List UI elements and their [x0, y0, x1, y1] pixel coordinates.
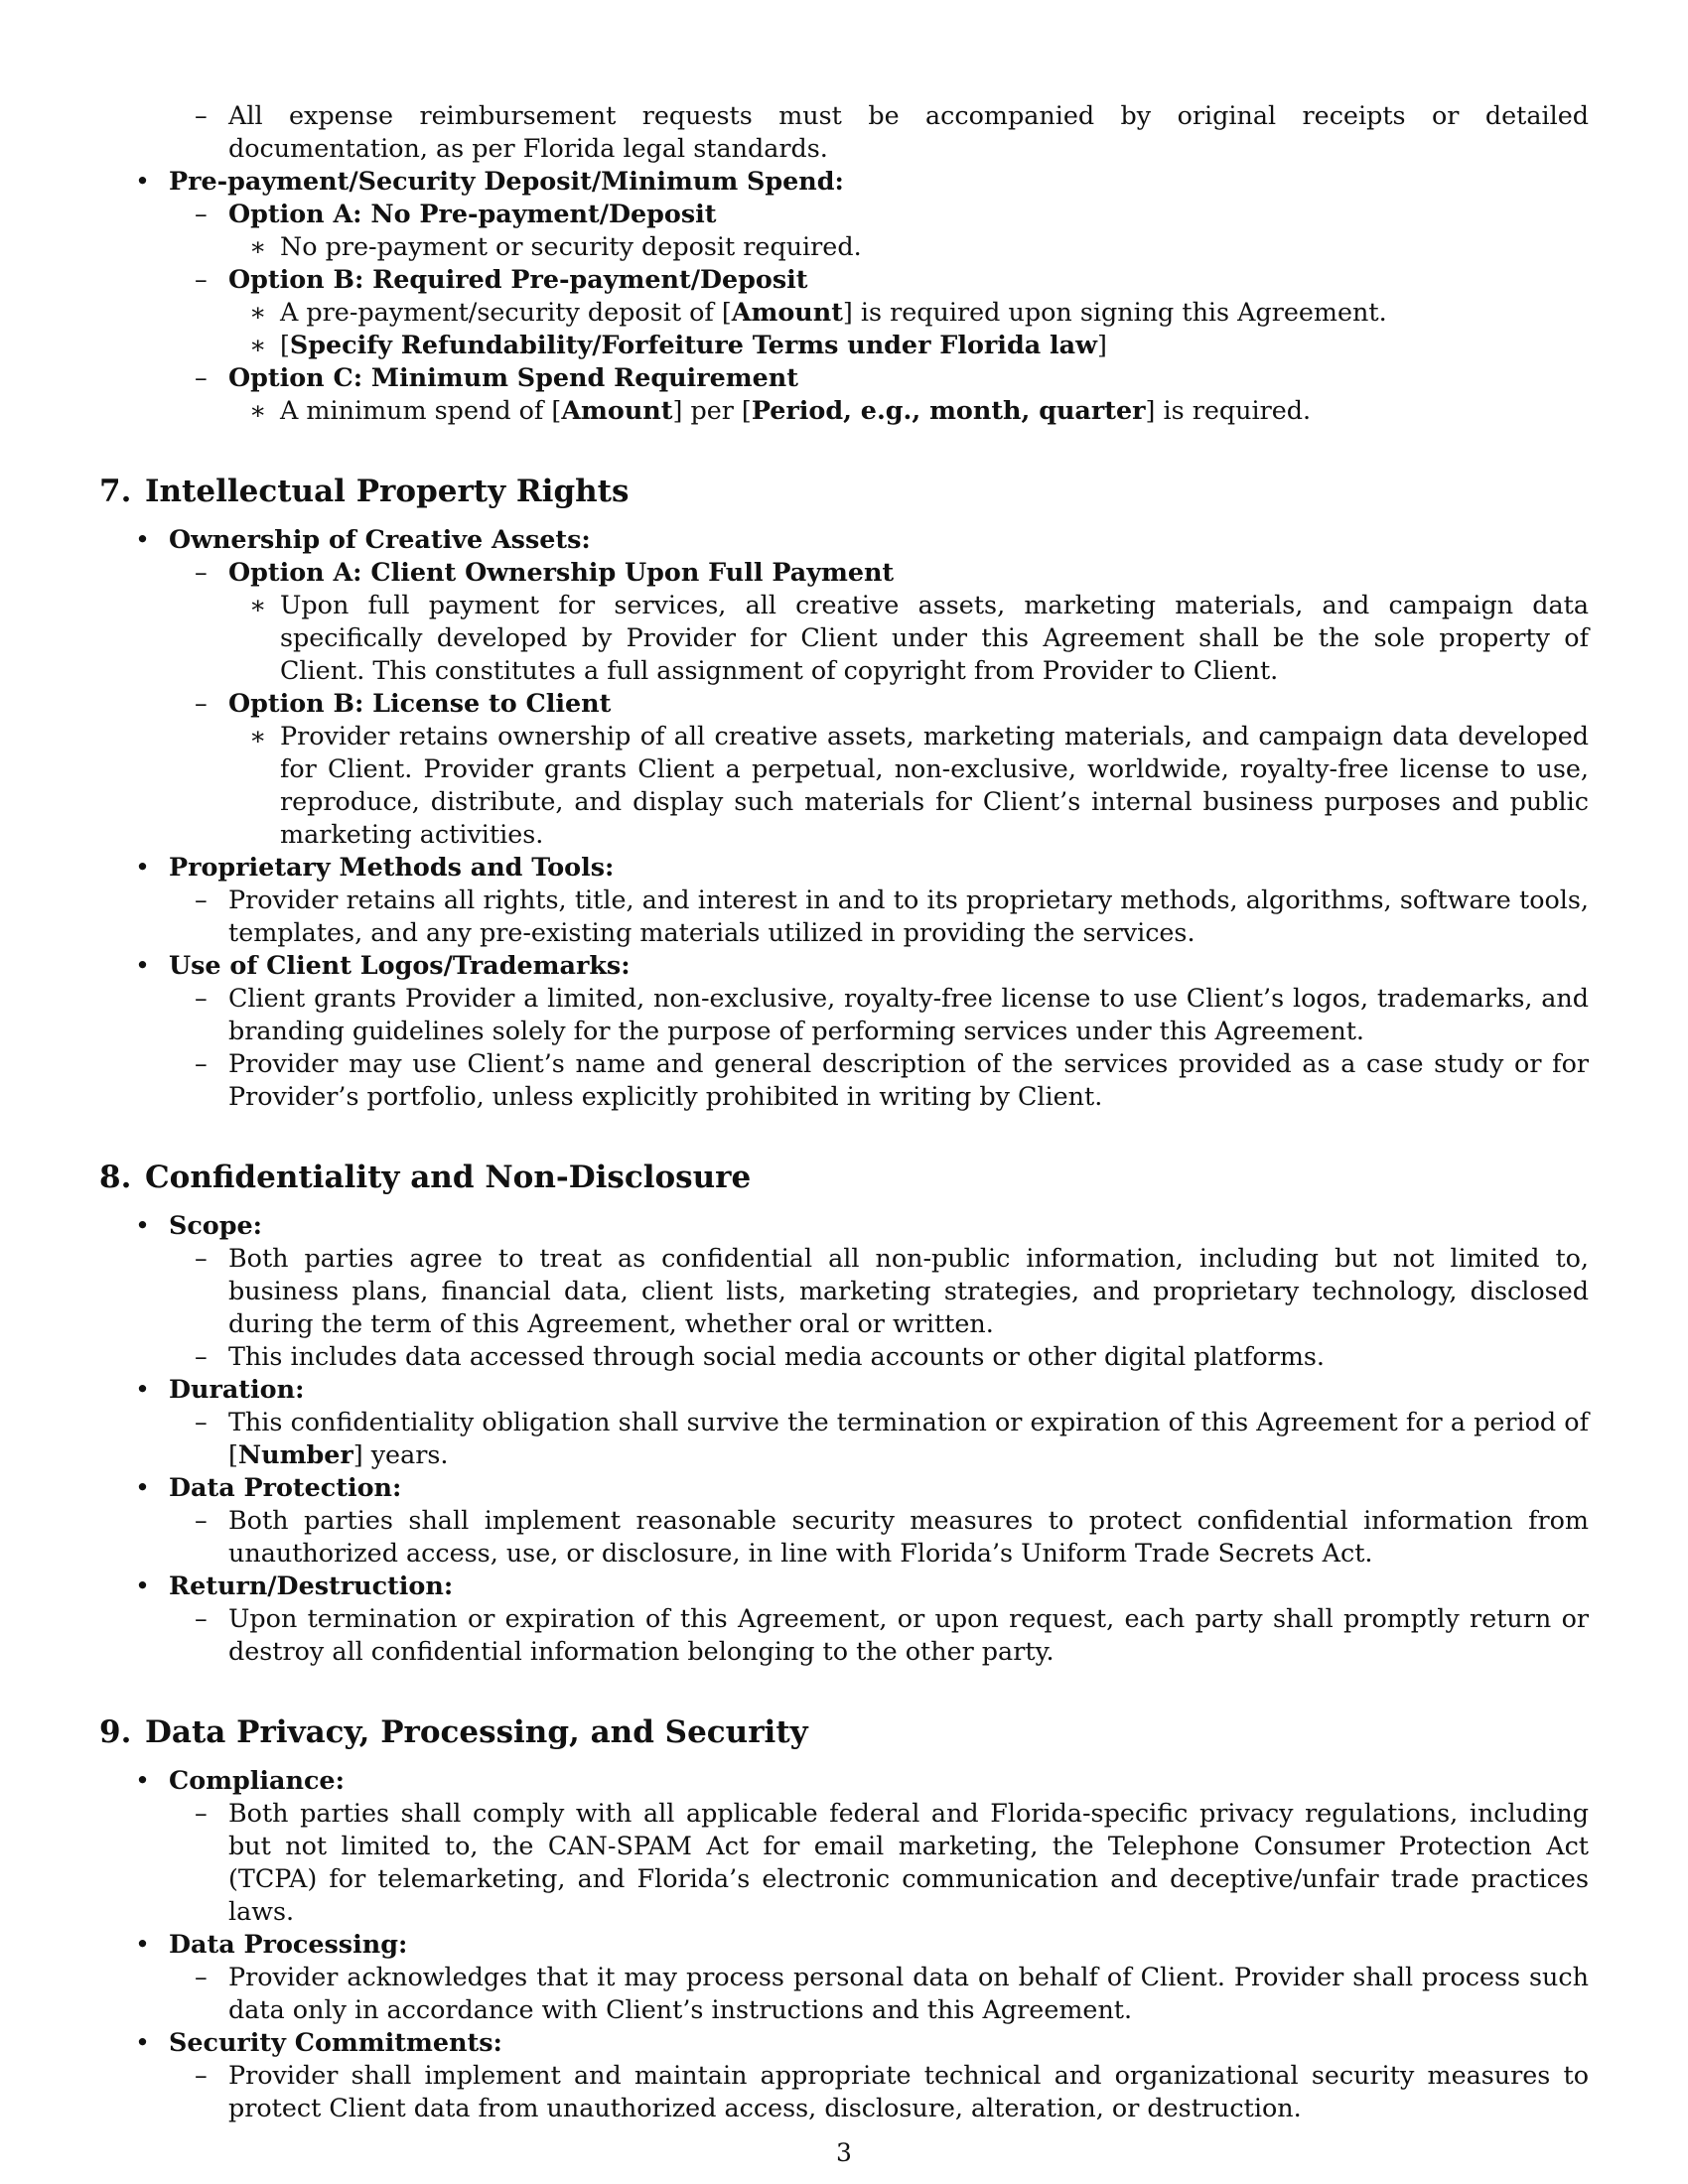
- dash-marker: –: [195, 1341, 208, 1371]
- asterisk-marker: ∗: [249, 330, 267, 359]
- list-item: [99, 2059, 1589, 2124]
- asterisk-marker: ∗: [249, 395, 267, 425]
- item-label: Use of Client Logos/Trademarks:: [169, 950, 631, 980]
- item-text: Provider retains ownership of all creative assets, marketing materials, and campaign data developed for Client. Provider grants Client a perpetual, non-exclusive, worldwide, royalty-free license to use, reproduce, distribute, and display such materials for Client’s internal business purposes and public marketing activities.: [280, 721, 1589, 849]
- document-page: [99, 99, 1589, 2124]
- asterisk-marker: ∗: [249, 297, 267, 327]
- list-item: [99, 361, 1589, 394]
- bullet-marker: •: [135, 2027, 150, 2057]
- item-text: Provider may use Client’s name and general description of the services provided as a case study or for Provider’s portfolio, unless explicitly prohibited in writing by Client.: [228, 1048, 1589, 1111]
- option-label: Option A: No Pre-payment/Deposit: [228, 199, 717, 228]
- list-item: [99, 1797, 1589, 1928]
- item-text: No pre-payment or security deposit required.: [280, 231, 862, 261]
- option-label: Option B: License to Client: [228, 688, 612, 718]
- bullet-marker: •: [135, 166, 150, 196]
- list-item: [99, 1504, 1589, 1570]
- dash-marker: –: [195, 2060, 208, 2090]
- item-label: Duration:: [169, 1374, 305, 1404]
- item-text: Client grants Provider a limited, non-exclusive, royalty-free license to use Client’s logos, trademarks, and branding guidelines solely for the purpose of performing services under this Agreement.: [228, 983, 1589, 1045]
- section-heading: 8. Confidentiality and Non-Disclosure: [99, 1160, 752, 1195]
- dash-marker: –: [195, 1243, 208, 1273]
- list-item: [99, 523, 1589, 556]
- list-item: [99, 556, 1589, 589]
- dash-marker: –: [195, 688, 208, 718]
- bullet-marker: •: [135, 1472, 150, 1502]
- list-item: [99, 851, 1589, 884]
- bullet-marker: •: [135, 1765, 150, 1795]
- dash-marker: –: [195, 199, 208, 228]
- item-label: Ownership of Creative Assets:: [169, 524, 591, 554]
- list-item: [99, 394, 1589, 427]
- list-item: [99, 1764, 1589, 1797]
- list-item: [99, 1570, 1589, 1602]
- item-label: Security Commitments:: [169, 2027, 502, 2057]
- bullet-marker: •: [135, 1929, 150, 1959]
- dash-marker: –: [195, 885, 208, 914]
- item-label: Data Processing:: [169, 1929, 408, 1959]
- item-text: A pre-payment/security deposit of [Amount] is required upon signing this Agreement.: [280, 297, 1387, 327]
- dash-marker: –: [195, 264, 208, 294]
- item-text: Upon termination or expiration of this Agreement, or upon request, each party shall promptly return or destroy all confidential information belonging to the other party.: [228, 1603, 1589, 1666]
- section-heading: 7. Intellectual Property Rights: [99, 474, 630, 509]
- asterisk-marker: ∗: [249, 721, 267, 751]
- list-item: [99, 329, 1589, 361]
- dash-marker: –: [195, 1048, 208, 1078]
- section-heading: 9. Data Privacy, Processing, and Security: [99, 1714, 808, 1750]
- list-item: [99, 1340, 1589, 1373]
- list-item: [99, 198, 1589, 230]
- list-item: [99, 263, 1589, 296]
- item-label: Data Protection:: [169, 1472, 402, 1502]
- dash-marker: –: [195, 1603, 208, 1633]
- list-item: [99, 1471, 1589, 1504]
- list-item: [99, 1602, 1589, 1668]
- list-item: [99, 720, 1589, 851]
- bullet-marker: •: [135, 524, 150, 554]
- list-item: [99, 296, 1589, 329]
- page-number: 3: [836, 2138, 852, 2167]
- item-label: Pre-payment/Security Deposit/Minimum Spend:: [169, 166, 844, 196]
- dash-marker: –: [195, 362, 208, 392]
- dash-marker: –: [195, 100, 208, 130]
- asterisk-marker: ∗: [249, 231, 267, 261]
- list-item: [99, 1209, 1589, 1242]
- list-item: [99, 982, 1589, 1047]
- list-item: [99, 589, 1589, 687]
- item-text: All expense reimbursement requests must be accompanied by original receipts or detailed documentation, as per Florida legal standards.: [228, 100, 1589, 163]
- option-label: Option B: Required Pre-payment/Deposit: [228, 264, 808, 294]
- item-text: [Specify Refundability/Forfeiture Terms under Florida law]: [280, 330, 1107, 359]
- dash-marker: –: [195, 1798, 208, 1828]
- option-label: Option A: Client Ownership Upon Full Payment: [228, 557, 895, 587]
- bullet-marker: •: [135, 1210, 150, 1240]
- list-item: [99, 165, 1589, 198]
- item-text: This includes data accessed through social media accounts or other digital platforms.: [228, 1341, 1325, 1371]
- item-label: Proprietary Methods and Tools:: [169, 852, 615, 882]
- item-label: Compliance:: [169, 1765, 345, 1795]
- list-item: [99, 1242, 1589, 1340]
- list-item: [99, 949, 1589, 982]
- list-item: [99, 1928, 1589, 1961]
- item-text: Both parties shall implement reasonable security measures to protect confidential information from unauthorized access, use, or disclosure, in line with Florida’s Uniform Trade Secrets Act.: [228, 1505, 1589, 1568]
- dash-marker: –: [195, 983, 208, 1013]
- list-item: [99, 1406, 1589, 1471]
- bullet-marker: •: [135, 1374, 150, 1404]
- list-item: [99, 99, 1589, 165]
- item-text: This confidentiality obligation shall survive the termination or expiration of this Agreement for a period of [Number] years.: [228, 1407, 1589, 1469]
- option-label: Option C: Minimum Spend Requirement: [228, 362, 798, 392]
- list-item: [99, 1961, 1589, 2026]
- item-label: Scope:: [169, 1210, 263, 1240]
- bullet-marker: •: [135, 950, 150, 980]
- item-label: Return/Destruction:: [169, 1570, 454, 1600]
- list-item: [99, 1373, 1589, 1406]
- dash-marker: –: [195, 1505, 208, 1535]
- list-item: [99, 687, 1589, 720]
- list-item: [99, 2026, 1589, 2059]
- dash-marker: –: [195, 1407, 208, 1436]
- list-item: [99, 884, 1589, 949]
- item-text: Both parties shall comply with all applicable federal and Florida-specific privacy regulations, including but not limited to, the CAN-SPAM Act for email marketing, the Telephone Consumer Protection Act (TCPA) for telemarketing, and Florida’s electronic communication and deceptive/unfair trade practices laws.: [228, 1798, 1589, 1926]
- bullet-marker: •: [135, 1570, 150, 1600]
- item-text: Provider shall implement and maintain appropriate technical and organizational security measures to protect Client data from unauthorized access, disclosure, alteration, or destruction.: [228, 2060, 1589, 2122]
- item-text: Both parties agree to treat as confidential all non-public information, including but not limited to, business plans, financial data, client lists, marketing strategies, and proprietary technology, disclosed during the term of this Agreement, whether oral or written.: [228, 1243, 1589, 1338]
- dash-marker: –: [195, 1962, 208, 1991]
- bullet-marker: •: [135, 852, 150, 882]
- asterisk-marker: ∗: [249, 590, 267, 619]
- item-text: Provider acknowledges that it may process personal data on behalf of Client. Provider shall process such data only in accordance with Client’s instructions and this Agreement.: [228, 1962, 1589, 2024]
- item-text: Provider retains all rights, title, and interest in and to its proprietary methods, algorithms, software tools, templates, and any pre-existing materials utilized in providing the services.: [228, 885, 1589, 947]
- dash-marker: –: [195, 557, 208, 587]
- item-text: Upon full payment for services, all creative assets, marketing materials, and campaign data specifically developed by Provider for Client under this Agreement shall be the sole property of Client. This constitutes a full assignment of copyright from Provider to Client.: [280, 590, 1589, 685]
- list-item: [99, 230, 1589, 263]
- item-text: A minimum spend of [Amount] per [Period, e.g., month, quarter] is required.: [280, 395, 1312, 425]
- list-item: [99, 1047, 1589, 1113]
